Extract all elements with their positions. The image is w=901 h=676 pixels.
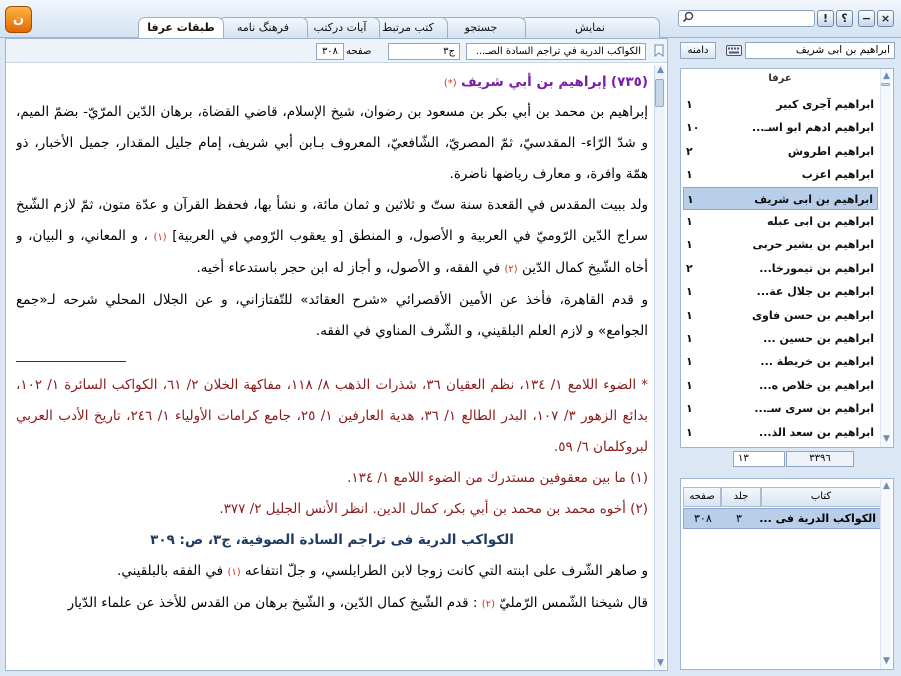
list-item[interactable] (683, 163, 878, 186)
mystic-search-input[interactable]: ابراهيم بن ابى شريف (745, 42, 895, 59)
list-item-name: ابراهيم بن تيمورخا... (759, 261, 874, 275)
list-item-count: ١ (686, 378, 693, 392)
list-item-name: ابراهيم اطروش (787, 144, 874, 158)
footnote-mark[interactable]: (٢) (481, 599, 495, 610)
help-button[interactable]: ؟ (836, 10, 853, 27)
ref-book-cell: الكواكب الدرية فى ... (759, 512, 876, 525)
keyboard-icon[interactable] (726, 44, 742, 57)
scroll-up-icon[interactable]: ▲ (883, 481, 890, 491)
paragraph: و صاهر الشّرف على ابنته التي كانت زوجا لابن الطرابلسي، و جلّ انتفاعه (١) في الفقه بالبلقيني. (117, 563, 648, 579)
scroll-thumb[interactable] (655, 79, 664, 107)
list-item-count: ١ (686, 332, 693, 345)
tab-related-books[interactable]: کتب مرتبط (368, 17, 448, 38)
list-item-count: ١٠ (686, 121, 700, 135)
list-item-count: ٢ (686, 144, 693, 158)
list-item[interactable] (683, 93, 878, 116)
list-item[interactable] (683, 350, 878, 373)
list-item[interactable] (683, 280, 878, 303)
article-scrollbar[interactable] (654, 65, 665, 669)
magnifier-icon[interactable] (682, 11, 694, 26)
ref-page-cell: ٣٠٨ (694, 512, 712, 525)
scope-button[interactable]: دامنه (680, 42, 716, 59)
list-item-name: ابراهيم بن سرى سـ... (754, 402, 874, 416)
page-label: صفحه (346, 46, 372, 57)
list-item-name: ابراهيم بن حسين ... (763, 332, 874, 345)
list-item-count: ١ (686, 308, 693, 322)
list-item[interactable] (683, 233, 878, 256)
page-field[interactable]: ٣٠٨ (316, 43, 344, 60)
list-item-count: ١ (686, 285, 693, 299)
scroll-down-icon[interactable]: ▼ (657, 658, 664, 668)
article-body (16, 69, 648, 669)
content-toolbar (6, 39, 667, 63)
list-header: عرفا (768, 73, 792, 84)
info-button[interactable]: ! (817, 10, 834, 27)
table-row[interactable] (683, 508, 881, 529)
list-item-name: ابراهيم بن حسن فاوى (751, 308, 874, 322)
list-item[interactable] (683, 257, 878, 280)
book-title-field[interactable]: الكواكب الدرية في تراجم السادة الصـ... (466, 43, 646, 60)
footnote-mark[interactable]: (١) (153, 232, 167, 243)
list-item-name: ابراهيم بن سعد الذ... (759, 425, 874, 439)
list-item-name: ابراهيم بن بشير حربى (752, 238, 874, 252)
mystics-list-panel (680, 68, 894, 448)
tab-display[interactable]: نمایش (520, 17, 660, 38)
paragraph: و قدم القاهرة، فأخذ عن الأمين الأقصرائي «شرح العقائد» للتّفتازاني، و عن الجلال المحلي شرحه لـ«جمع الجوامع» و لازم العلم البلقيني، و الشّرف المناوي في الفقه. (16, 292, 648, 339)
global-search-input[interactable] (678, 10, 815, 27)
footnote-mark[interactable]: (٢) (504, 264, 518, 275)
list-item-name: ابراهيم بن جلال عة... (756, 285, 874, 299)
scroll-up-icon[interactable]: ▲ (657, 65, 664, 75)
list-item-name: ابراهيم بن خريطة ... (760, 355, 874, 369)
list-item[interactable] (683, 304, 878, 327)
col-header-volume[interactable]: جلد (721, 487, 761, 507)
list-item-name: ابراهيم اعزب (801, 168, 874, 182)
list-item-count: ١ (686, 168, 693, 182)
list-item-count: ١ (686, 98, 693, 111)
page-header: الكواكب الدرية فى تراجم السادة الصوفية، ج٣، ص: ٣٠٩ (150, 532, 514, 548)
list-item-count: ١ (687, 192, 694, 206)
scroll-thumb[interactable] (881, 83, 890, 86)
pager-current-field[interactable]: ١٣ (733, 451, 785, 467)
scroll-up-icon[interactable]: ▲ (883, 71, 890, 81)
list-item-count: ١ (686, 402, 693, 416)
list-item-name: ابراهيم آجری کبیر (776, 98, 874, 111)
tab-search[interactable]: جستجو (436, 17, 526, 38)
list-item[interactable] (683, 421, 878, 444)
scroll-down-icon[interactable]: ▼ (883, 656, 890, 666)
footnote-1: (١) ما بين معقوفين مستدرك من الضوء اللامع ١/ ١٣٤. (347, 470, 648, 486)
list-item-count: ١ (686, 425, 693, 439)
volume-field[interactable]: ج٣ (388, 43, 460, 60)
list-item-count: ١ (686, 238, 693, 252)
paragraph: ولد ببيت المقدس في القعدة سنة ستّ و ثلاثين و ثمان مائة، و نشأ بها، فحفظ القرآن و عدّة متون، ثمّ لازم الشّيخ سراج الدّين الرّوميّ في العربية و الأصول، و المنطق [و يعقوب الرّومي في العربية] (١) ، و المعاني، و البيان، و أخاه الشّيخ كمال الدّين (٢) في الفقه، و الأصول، و أجاز له ابن حجر باستدعاء أخيه. (16, 197, 648, 276)
footnote-2: (٢) أخوه محمد بن محمد بن أبي بكر، كمال الدين. انظر الأنس الجليل ٢/ ٣٧٧. (219, 501, 648, 517)
list-item-name: ابراهيم بن خلاص ه... (759, 378, 874, 392)
col-header-book[interactable]: کتاب (761, 487, 881, 507)
scroll-down-icon[interactable]: ▼ (883, 434, 890, 444)
col-header-page[interactable]: صفحه (683, 487, 721, 507)
paragraph: قال شيخنا الشّمس الرّمليّ (٢) : قدم الشّيخ كمال الدّين، و الشّيخ برهان من القدس للأخذ عن علماء الدّيار (67, 595, 648, 611)
footnote-sources: * الضوء اللامع ١/ ١٣٤، نظم العقيان ٣٦، شذرات الذهب ٨/ ١١٨، مفاكهة الخلان ٢/ ٦١، الكواكب السائرة ١/ ١٠٢، بدائع الزهور ٣/ ١٠٧، البدر الطالع ١/ ٣٦، هدية العارفين ١/ ٢٥، جامع كرامات الأولياء ١/ ٢٤٦، تاريخ الأدب العربي لبروكلمان ٦/ ٥٩. (16, 377, 648, 455)
list-item[interactable] (683, 116, 878, 139)
list-scrollbar[interactable] (880, 69, 891, 447)
list-item-name: ابراهيم بن ابى عبله (767, 215, 874, 228)
list-item-count: ٢ (686, 261, 693, 275)
list-item[interactable] (683, 327, 878, 350)
paragraph: إبراهيم بن محمد بن أبي بكر بن مسعود بن رضوان، شيخ الإسلام، قاضي القضاة، برهان الدّين المرّيّ- بضمّ الميم، و شدّ الرّاء- المقدسيّ، ثمّ المصريّ، الشّافعيّ، المعروف بـابن أبي شريف، إمام جليل المقدار، جميل الأخبار، ذو همّة وافرة، و معارف رياضها ناضرة. (16, 104, 648, 182)
minimize-button[interactable]: − (858, 10, 875, 27)
list-item[interactable] (683, 397, 878, 420)
close-button[interactable]: × (877, 10, 894, 27)
list-item[interactable] (683, 374, 878, 397)
content-pane (5, 38, 668, 671)
entry-heading-name: إبراهيم بن أبي شريف (460, 74, 607, 90)
footnote-separator (16, 361, 126, 362)
ref-scrollbar[interactable] (880, 479, 891, 669)
references-panel (680, 478, 894, 670)
list-item[interactable] (683, 187, 878, 210)
list-item-name: ابراهيم بن ابى شريف (754, 192, 873, 206)
tab-dictionary[interactable]: فرهنگ نامه (218, 17, 308, 38)
list-item[interactable] (683, 210, 878, 233)
footnote-mark[interactable]: (١) (227, 567, 241, 578)
bookmark-icon[interactable] (653, 44, 665, 57)
list-item[interactable] (683, 140, 878, 163)
entry-heading-number: (٧٣٥) (610, 74, 648, 90)
app-logo: ن (5, 6, 32, 33)
tab-mystics-classes[interactable]: طبقات عرفا (138, 17, 224, 39)
list-item-count: ١ (686, 355, 693, 369)
ref-volume-cell: ٣ (736, 512, 742, 525)
pager-total-field: ٣٣٩٦ (786, 451, 854, 467)
list-item-name: ابراهيم ادهم ابو اسـ... (751, 121, 874, 135)
tab-verses-in-books[interactable]: آیات درکتب (300, 17, 380, 38)
list-item-count: ١ (686, 215, 693, 228)
footnote-mark[interactable]: (*) (443, 78, 457, 89)
